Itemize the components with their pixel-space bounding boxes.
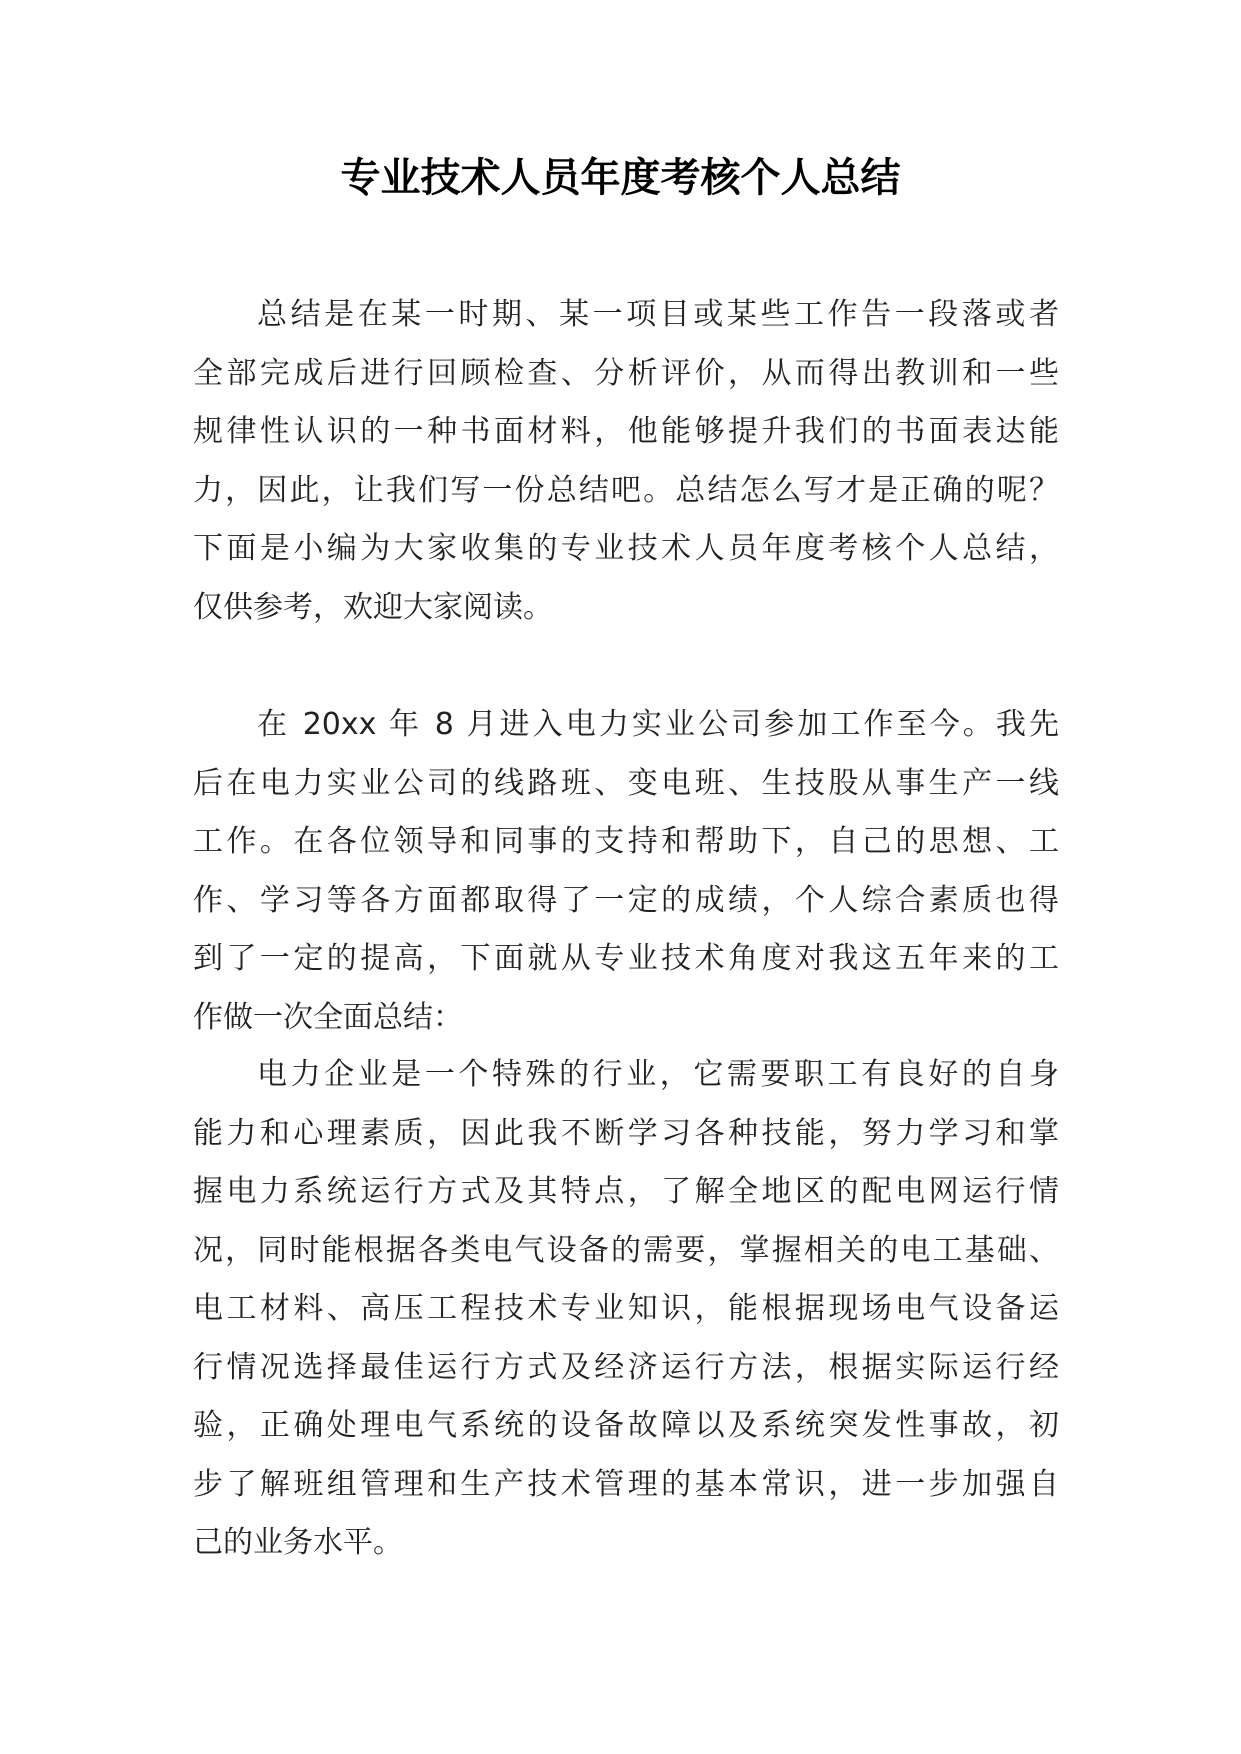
paragraph-line: 能力和心理素质，因此我不断学习各种技能，努力学习和掌 (193, 1115, 1059, 1151)
paragraph-line: 握电力系统运行方式及其特点，了解全地区的配电网运行情 (193, 1174, 1059, 1209)
paragraph-line: 力，因此，让我们写一份总结吧。总结怎么写才是正确的呢？ (193, 472, 1059, 508)
document-title: 专业技术人员年度考核个人总结 (340, 155, 901, 201)
paragraph-line: 仅供参考，欢迎大家阅读。 (193, 589, 553, 625)
paragraph-line: 到了一定的提高，下面就从专业技术角度对我这五年来的工 (193, 941, 1059, 976)
paragraph-line: 作、学习等各方面都取得了一定的成绩，个人综合素质也得 (193, 882, 1059, 918)
paragraph-line: 电力企业是一个特殊的行业，它需要职工有良好的自身 (257, 1057, 1059, 1092)
paragraph-professional-skills (193, 1046, 1059, 1573)
paragraph-line: 电工材料、高压工程技术专业知识，能根据现场电气设备运 (193, 1291, 1059, 1326)
paragraph-line: 总结是在某一时期、某一项目或某些工作告一段落或者 (257, 297, 1059, 332)
paragraph-line: 况，同时能根据各类电气设备的需要，掌握相关的电工基础、 (193, 1232, 1059, 1268)
paragraph-line: 规律性认识的一种书面材料，他能够提升我们的书面表达能 (193, 414, 1059, 449)
paragraph-work-history (193, 696, 1059, 1047)
paragraph-line: 步了解班组管理和生产技术管理的基本常识，进一步加强自 (193, 1466, 1059, 1502)
paragraph-line: 作做一次全面总结： (193, 999, 463, 1035)
paragraph-line: 己的业务水平。 (193, 1525, 403, 1560)
paragraph-line: 后在电力实业公司的线路班、变电班、生技股从事生产一线 (193, 765, 1059, 801)
paragraph-line: 验，正确处理电气系统的设备故障以及系统突发性事故，初 (193, 1408, 1059, 1443)
paragraph-line: 工作。在各位领导和同事的支持和帮助下，自己的思想、工 (193, 824, 1059, 859)
paragraph-line: 下面是小编为大家收集的专业技术人员年度考核个人总结， (193, 531, 1059, 566)
paragraph-line: 行情况选择最佳运行方式及经济运行方法，根据实际运行经 (193, 1349, 1059, 1385)
paragraph-line: 在 20xx 年 8 月进入电力实业公司参加工作至今。我先 (257, 707, 1059, 742)
paragraph-line: 全部完成后进行回顾检查、分析评价，从而得出教训和一些 (193, 355, 1059, 391)
paragraph-introduction (193, 286, 1059, 637)
